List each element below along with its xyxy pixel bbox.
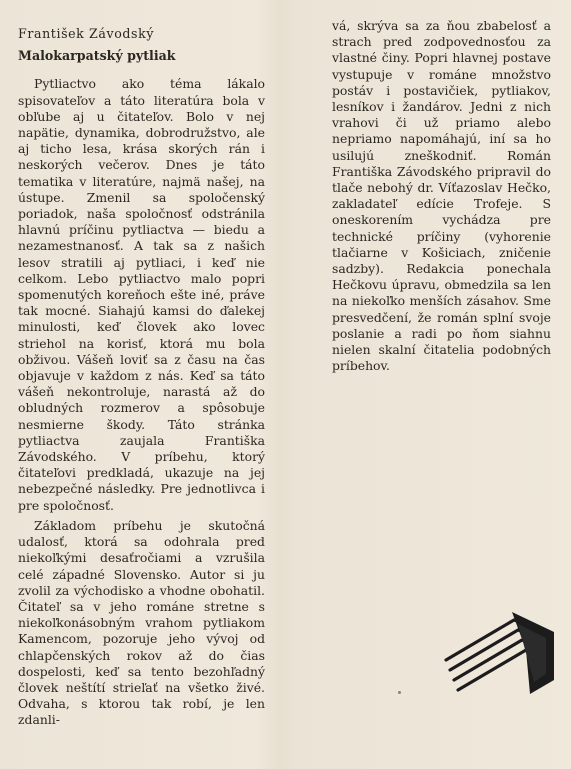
paragraph: Pytliactvo ako téma lákalo spisovateľov a táto literatúra bola v obľube aj u čitateľov. Bolo v nej napätie, dynamika, dobrodružstvo, ale aj ticho lesa, krása skorých rán i neskorých večerov. Dnes je táto tematika v literatúre, najmä našej, na ústupe. Zmenil sa spoločenský poriadok, naša spoločnosť odstránila hlavnú príčinu pytliactva — biedu a nezamestnanosť. A tak sa z našich lesov stratili aj pytliaci, i keď nie celkom. Lebo pytliactvo malo popri spomenutých koreňoch ešte iné, práve tak mocné. Siahajú kamsi do ďalekej minulosti, keď človek ako lovec striehol na korisť, ktorá mu bola obživou. Vášeň loviť sa z času na čas objavuje v každom z nás. Keď sa táto vášeň nekontroluje, narastá až do obludných rozmerov a spôsobuje nesmierne škody. Táto stránka pytliactva zaujala Františka Závodského. V príbehu, ktorý čitateľovi predkladá, ukazuje na jej nebezpečné následky. Pre jednotlivca i pre spoločnosť. xyxy=(18,76,265,513)
paragraph: vá, skrýva sa za ňou zbabelosť a strach pred zodpovednosťou za vlastné činy. Popri hlavnej postave vystupuje v románe množstvo postáv i postavičiek, pytliakov, lesníkov i žandárov. Jedni z nich vrahovi či už priamo alebo nepriamo napomáhajú, iní sa ho usilujú zneškodniť. Román Františka Závodského pripravil do tlače nebohý dr. Víťazoslav Hečko, zakladateľ edície Trofeje. S oneskorením vychádza pre technické príčiny (vyhorenie tlačiarne v Košiciach, zničenie sadzby). Redakcia ponechala Hečkovu úpravu, obmedzila sa len na niekoľko menších zásahov. Sme presvedčení, že román splní svoje poslanie a radi po ňom siahnu nielen skalní čitatelia podobných príbehov. xyxy=(332,18,551,374)
print-speck xyxy=(398,691,401,694)
right-text-column xyxy=(332,18,551,374)
paragraph: Základom príbehu je skutočná udalosť, ktorá sa odohrala pred niekoľkými desaťročiami a vzrušila celé západné Slovensko. Autor si ju zvolil za východisko a vhodne obohatil. Čitateľ sa v jeho románe stretne s niekoľkonásobným vrahom pytliakom Kamencom, pozoruje jeho vývoj od chlapčenských rokov až do čias dospelosti, keď sa tento bezohľadný človek neštítí strieľať na všetko živé. Odvaha, s ktorou tak robí, je len zdanli- xyxy=(18,517,265,728)
book-edition-logo-icon xyxy=(442,598,560,698)
author-name: František Závodský xyxy=(18,26,155,41)
left-text-column xyxy=(18,26,265,729)
book-title: Malokarpatský pytliak xyxy=(18,48,176,64)
